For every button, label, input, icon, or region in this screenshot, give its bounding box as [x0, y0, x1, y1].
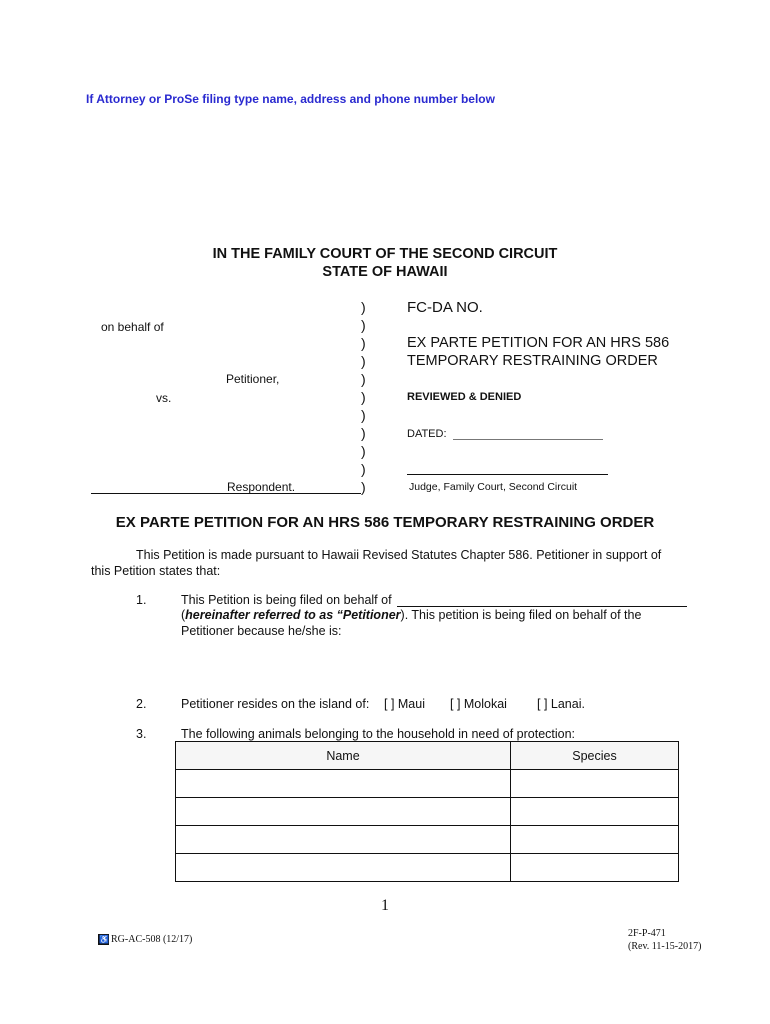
species-column-header: Species [511, 742, 679, 770]
name-column-header: Name [176, 742, 511, 770]
caption-paren: ) [361, 425, 366, 441]
caption-paren: ) [361, 353, 366, 369]
intro-line1: This Petition is made pursuant to Hawaii Revised Statutes Chapter 586. Petitioner in support of [136, 548, 662, 562]
respondent-label: Respondent. [227, 480, 296, 494]
maui-checkbox[interactable]: [ ] Maui [384, 697, 425, 711]
revision-date: (Rev. 11-15-2017) [628, 941, 702, 952]
hereinafter-text: hereinafter referred to as “Petitioner [185, 608, 401, 622]
item3-text: The following animals belonging to the household in need of protection: [181, 727, 576, 741]
animal-name-cell[interactable] [176, 854, 511, 882]
caption-paren: ) [361, 461, 366, 477]
item1-line2-rest: ). This petition is being filed on behalf of the [400, 608, 642, 622]
animal-name-cell[interactable] [176, 826, 511, 854]
table-row [176, 854, 679, 882]
item-number-3: 3. [136, 727, 147, 741]
intro-line2: this Petition states that: [91, 564, 221, 578]
item-number-1: 1. [136, 593, 147, 607]
caption-paren: ) [361, 371, 366, 387]
behalf-of-field[interactable] [397, 606, 687, 607]
item1-line3: Petitioner because he/she is: [181, 624, 342, 638]
caption-paren: ) [361, 479, 366, 495]
animal-species-cell[interactable] [511, 798, 679, 826]
table-row [176, 798, 679, 826]
animals-table [175, 741, 679, 882]
table-row [176, 770, 679, 798]
dated-line[interactable] [453, 439, 603, 440]
animal-species-cell[interactable] [511, 770, 679, 798]
court-name: IN THE FAMILY COURT OF THE SECOND CIRCUIT [212, 246, 558, 262]
court-state: STATE OF HAWAII [322, 264, 448, 280]
form-code-right: 2F-P-471 [628, 928, 666, 939]
item-number-2: 2. [136, 697, 147, 711]
item2-text: Petitioner resides on the island of: [181, 697, 370, 711]
caption-paren: ) [361, 317, 366, 333]
caption-paren: ) [361, 299, 366, 315]
caption-paren: ) [361, 443, 366, 459]
petitioner-label: Petitioner, [226, 372, 280, 386]
lanai-checkbox[interactable]: [ ] Lanai. [537, 697, 585, 711]
document-title-line1: EX PARTE PETITION FOR AN HRS 586 [407, 335, 670, 351]
petition-title: EX PARTE PETITION FOR AN HRS 586 TEMPORARY RESTRAINING ORDER [115, 514, 655, 531]
molokai-checkbox[interactable]: [ ] Molokai [450, 697, 507, 711]
attorney-note: If Attorney or ProSe filing type name, address and phone number below [86, 92, 495, 106]
accessibility-icon: ♿ [99, 935, 109, 945]
animal-name-cell[interactable] [176, 798, 511, 826]
document-title-line2: TEMPORARY RESTRAINING ORDER [407, 353, 658, 369]
table-row [176, 826, 679, 854]
judge-signature-line[interactable] [407, 474, 608, 475]
respondent-line [91, 493, 361, 494]
form-code-left [98, 934, 192, 945]
table-header-row [176, 742, 679, 770]
case-number-label: FC-DA NO. [407, 299, 483, 316]
page-number: 1 [381, 897, 389, 914]
vs-label: vs. [156, 391, 172, 405]
form-code-text: RG-AC-508 (12/17) [111, 934, 193, 945]
reviewed-denied-label: REVIEWED & DENIED [407, 391, 522, 403]
dated-label: DATED: [407, 428, 447, 440]
caption-paren: ) [361, 389, 366, 405]
animal-species-cell[interactable] [511, 826, 679, 854]
judge-label: Judge, Family Court, Second Circuit [409, 481, 578, 493]
on-behalf-of-label: on behalf of [101, 320, 164, 334]
animal-name-cell[interactable] [176, 770, 511, 798]
item1-text: This Petition is being filed on behalf of [181, 593, 392, 607]
caption-paren: ) [361, 407, 366, 423]
caption-paren: ) [361, 335, 366, 351]
animal-species-cell[interactable] [511, 854, 679, 882]
item1-line2: (hereinafter referred to as “Petitioner). This petition is being filed on behalf of the [181, 608, 642, 622]
